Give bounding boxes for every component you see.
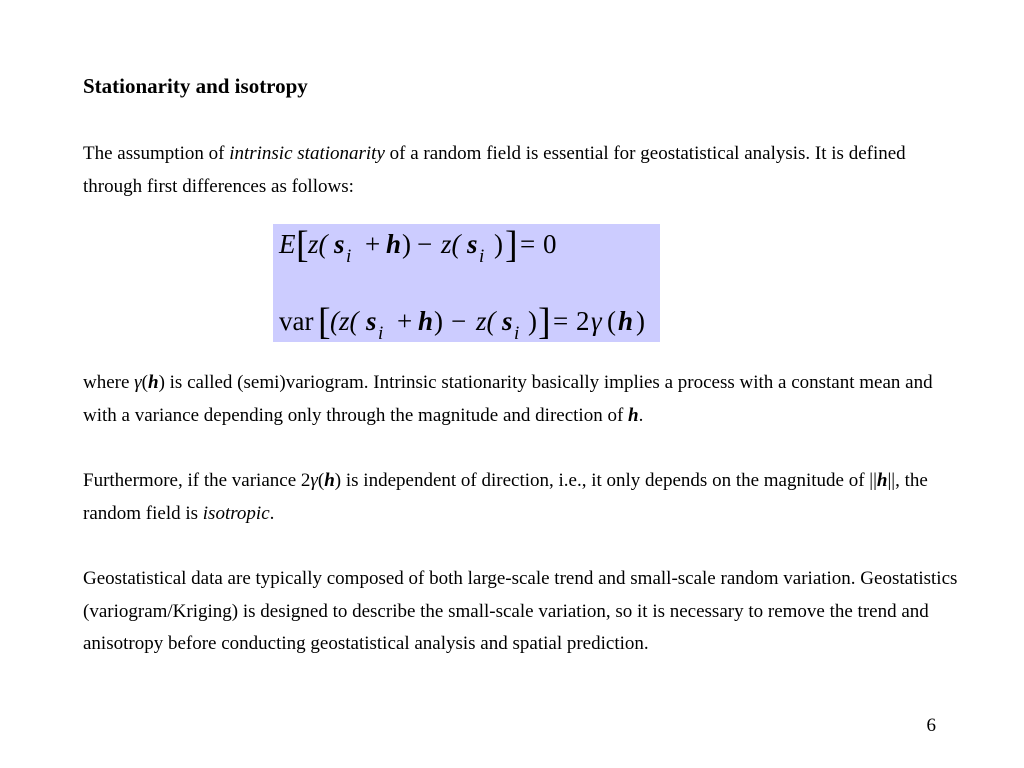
paragraph-isotropy <box>83 465 963 530</box>
eq1-plus: + <box>365 229 381 259</box>
eq2-z1: (z( <box>330 306 359 336</box>
slide-title: Stationarity and isotropy <box>83 74 308 98</box>
eq1-close1: ) <box>402 229 411 259</box>
equation-variance <box>279 301 645 342</box>
h-symbol: h <box>628 404 639 426</box>
eq2-plus: + <box>397 306 413 336</box>
eq1-E: E <box>279 229 296 259</box>
eq2-i2: i <box>514 323 520 342</box>
paragraph3-mid: ) is independent of direction, i.e., it only depends on the magnitude of || <box>334 470 877 491</box>
eq1-i2: i <box>479 246 485 267</box>
eq1-z1: z( <box>308 229 328 259</box>
paragraph-intrinsic-stationarity <box>83 138 963 203</box>
paragraph3-post: ||, the random field is <box>83 470 928 524</box>
paragraph1-term: intrinsic stationarity <box>229 143 385 164</box>
eq1-close2: ) <box>494 229 503 259</box>
eq1-s2: s <box>467 229 478 259</box>
h-symbol: h <box>876 470 888 491</box>
eq2-i1: i <box>378 323 384 342</box>
eq2-close1: ) <box>434 306 443 336</box>
paragraph2-pre: where <box>83 372 135 393</box>
eq2-h2: h <box>618 306 634 336</box>
eq2-left-bracket: [ <box>318 301 331 342</box>
eq2-rhs-num: 2 <box>576 306 590 336</box>
gamma-symbol: γ <box>310 470 318 491</box>
eq1-s1: s <box>334 229 345 259</box>
paragraph2-open: ( <box>141 372 148 393</box>
paragraph1-pre: The assumption of <box>83 143 230 164</box>
eq2-equals: = <box>553 306 569 336</box>
eq1-z2: z( <box>441 229 461 259</box>
eq1-i1: i <box>346 246 352 267</box>
paragraph2-mid: ) is called (semi)variogram. Intrinsic stationarity basically implies a process with a constant mean and with a variance depending only through the magnitude and direction of <box>83 372 933 426</box>
eq2-open3: ( <box>607 306 616 336</box>
equation-expectation <box>278 224 557 267</box>
paragraph2-end: . <box>638 404 644 426</box>
paragraph3-end: . <box>269 502 275 524</box>
h-symbol: h <box>324 470 335 491</box>
h-symbol: h <box>148 372 159 393</box>
paragraph3-term: isotropic <box>202 502 270 524</box>
eq2-var: var <box>279 306 314 336</box>
page-number: 6 <box>926 715 936 736</box>
eq2-close2: ) <box>528 306 537 336</box>
eq2-close3: ) <box>636 306 645 336</box>
paragraph3-pre: Furthermore, if the variance 2 <box>83 470 311 491</box>
eq1-right-bracket: ] <box>505 224 518 266</box>
eq2-right-bracket: ] <box>538 301 551 342</box>
eq1-equals: = <box>520 229 536 259</box>
eq2-s1: s <box>366 306 377 336</box>
eq1-minus: − <box>417 229 433 259</box>
gamma-symbol: γ <box>134 372 142 393</box>
paragraph-variogram <box>83 367 963 432</box>
eq2-h: h <box>418 306 434 336</box>
eq1-rhs: 0 <box>543 229 557 259</box>
eq1-left-bracket: [ <box>296 224 309 266</box>
paragraph1-post: of a random field is essential for geostatistical analysis. It is defined through first differences as follows: <box>83 143 906 197</box>
eq1-h: h <box>386 229 402 259</box>
paragraph3-open: ( <box>317 470 325 491</box>
equations-svg <box>273 224 660 342</box>
eq2-z2: z( <box>476 306 496 336</box>
eq2-s2: s <box>502 306 513 336</box>
paragraph-trend-removal: Geostatistical data are typically composed of both large-scale trend and small-scale random variation. Geostatistics (variogram/Kriging) is designed to describe the small-scale variation, so it is necessary to remove the trend and anisotropy before conducting geostatistical analysis and spatial prediction. <box>83 568 958 654</box>
equation-box <box>273 224 660 342</box>
eq2-gamma: γ <box>591 306 602 336</box>
eq2-minus: − <box>451 306 467 336</box>
